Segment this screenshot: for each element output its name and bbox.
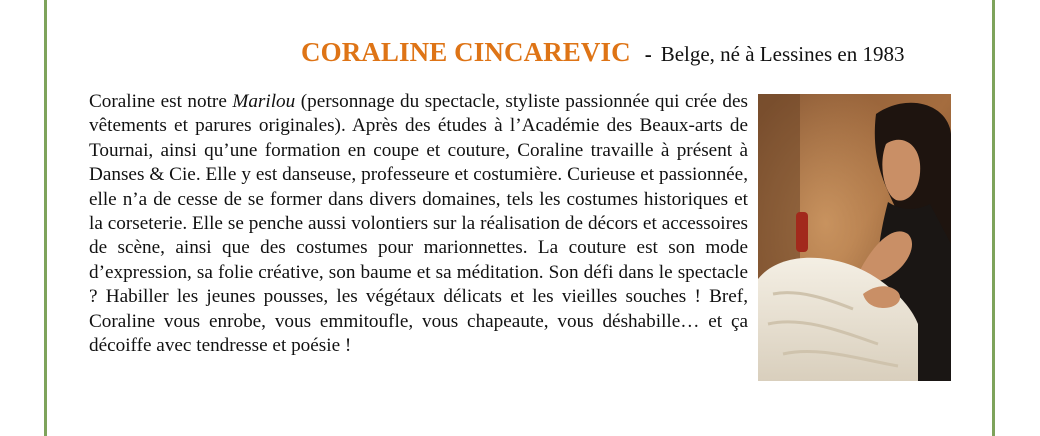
portrait-illustration [758, 94, 951, 381]
person-name: CORALINE CINCAREVIC [301, 37, 631, 67]
bio-intro: Coraline est notre [89, 91, 233, 112]
biography-text [89, 90, 748, 358]
person-origin: Belge, né à Lessines en 1983 [660, 42, 905, 66]
profile-header [301, 36, 904, 73]
bio-body: (personnage du spectacle, styliste passionnée qui crée des vêtements et parures originales). Après des études à l’Académie des Beaux-arts de Tournai, ainsi qu’une formation en coupe et couture, Coraline travaille à présent à Danses & Cie. Elle y est danseuse, professeure et costumière. Curieuse et passionnée, elle n’a de cesse de se former dans divers domaines, tels les costumes historiques et la corseterie. Elle se penche aussi volontiers sur la réalisation de décors et accessoires de scène, ainsi que des costumes pour marionnettes. La couture est son mode d’expression, sa folie créative, son baume et sa méditation. Son défi dans le spectacle ? Habiller les jeunes pousses, les végétaux délicats et les vieilles souches ! Bref, Coraline vous enrobe, vous emmitoufle, vous chapeaute, vous déshabille… et ça décoiffe avec tendresse et poésie ! [89, 91, 748, 357]
header-separator: - [644, 42, 652, 66]
portrait-photo [758, 94, 951, 381]
character-name: Marilou [232, 91, 296, 112]
